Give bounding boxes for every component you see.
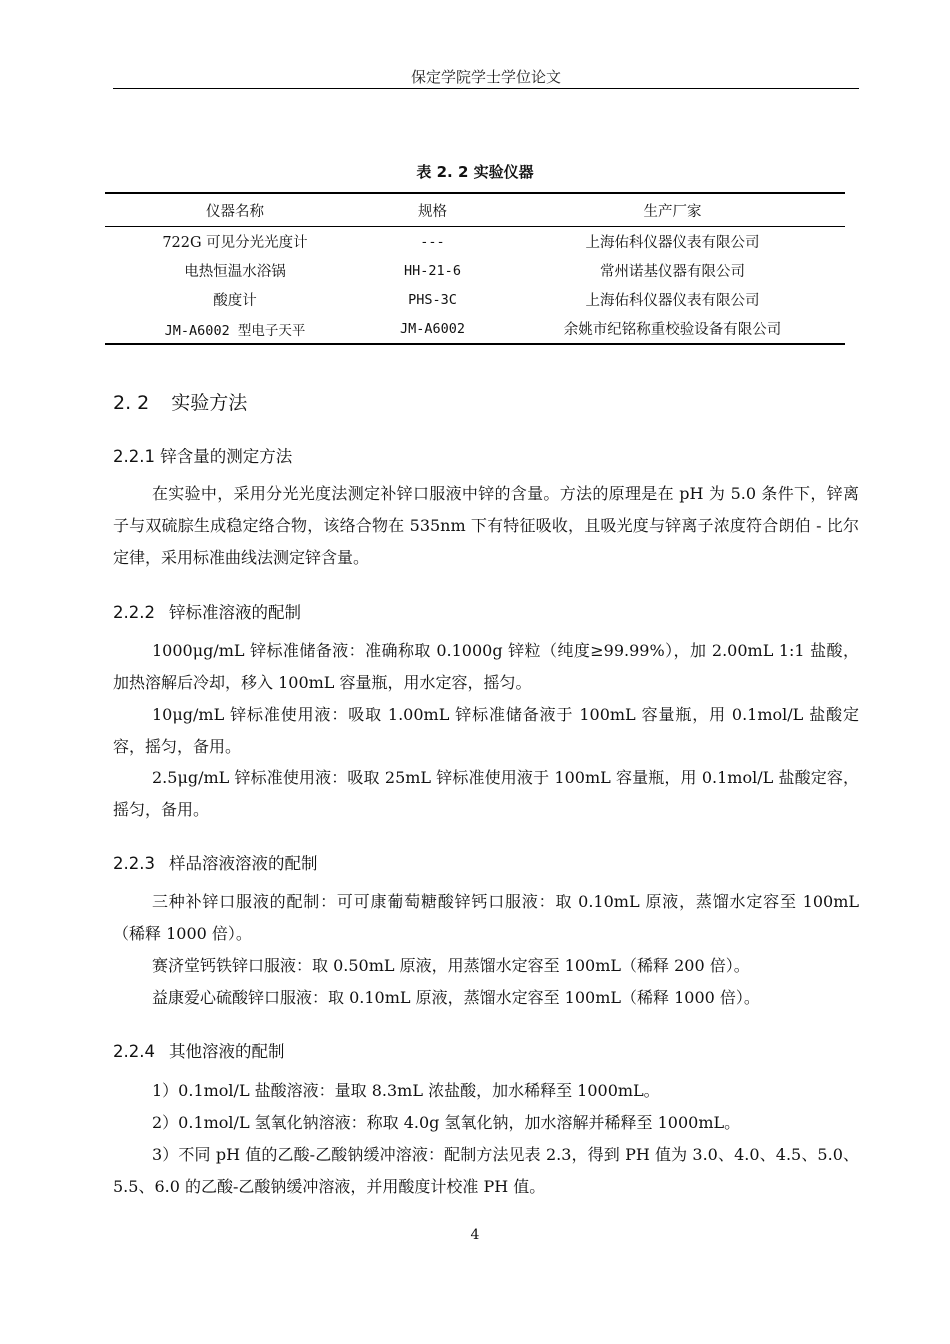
table-cell: 电热恒温水浴锅 <box>184 264 286 280</box>
paragraph: 益康爱心硫酸锌口服液：取 0.10mL 原液，蒸馏水定容至 100mL（稀释 1000 倍）。 <box>152 988 760 1007</box>
paragraph: 2）0.1mol/L 氢氧化钠溶液：称取 4.0g 氢氧化钠，加水溶解并稀释至 1000mL。 <box>152 1113 741 1132</box>
subsection-heading-2-2-1: 2.2.1 锌含量的测定方法 <box>113 447 293 466</box>
paragraph: 赛济堂钙铁锌口服液：取 0.50mL 原液，用蒸馏水定容至 100mL（稀释 200 倍）。 <box>152 956 750 975</box>
paragraph: 2.5μg/mL 锌标准使用液：吸取 25mL 锌标准使用液于 100mL 容量瓶，用 0.1mol/L 盐酸定容，摇匀，备用。 <box>113 768 859 819</box>
section-number: 2. 2 <box>113 392 150 414</box>
subsection-title: 样品溶液溶液的配制 <box>168 854 318 873</box>
section-heading <box>113 388 247 415</box>
table-caption: 表 2. 2 实验仪器 <box>416 163 534 181</box>
paragraph: 10μg/mL 锌标准使用液：吸取 1.00mL 锌标准储备液于 100mL 容量瓶，用 0.1mol/L 盐酸定容，摇匀，备用。 <box>113 705 859 756</box>
subsection-heading-2-2-4 <box>113 1038 284 1062</box>
subsection-heading-2-2-2 <box>113 599 301 623</box>
section-title: 实验方法 <box>171 392 248 414</box>
table-cell: JM-A6002 型电子天平 <box>105 314 365 344</box>
table-row <box>105 285 845 314</box>
subsection-number: 2.2.2 <box>113 603 155 622</box>
table-cell: 常州诺基仪器有限公司 <box>600 264 745 280</box>
column-header: 生产厂家 <box>500 193 845 227</box>
table-cell: 上海佑科仪器仪表有限公司 <box>585 293 760 309</box>
table-cell: 722G 可见分光光度计 <box>162 235 308 251</box>
table-cell: JM-A6002 <box>365 314 500 344</box>
paragraph: 1000μg/mL 锌标准储备液：准确称取 0.1000g 锌粒（纯度≥99.99%），加 2.00mL 1:1 盐酸，加热溶解后冷却，移入 100mL 容量瓶，用水定容，摇匀。 <box>113 641 859 692</box>
table-row <box>105 227 845 257</box>
subsection-number: 2.2.4 <box>113 1042 155 1061</box>
table-cell: 酸度计 <box>213 293 257 309</box>
table-header-row <box>105 193 845 227</box>
column-header: 规格 <box>365 193 500 227</box>
instrument-table <box>105 192 845 345</box>
column-header: 仪器名称 <box>105 193 365 227</box>
paragraph: 3）不同 pH 值的乙酸-乙酸钠缓冲溶液：配制方法见表 2.3，得到 PH 值为 3.0、4.0、4.5、5.0、5.5、6.0 的乙酸-乙酸钠缓冲溶液，并用酸度计校准 PH 值。 <box>113 1145 859 1196</box>
table-cell: HH-21-6 <box>404 262 461 279</box>
paragraph: 1）0.1mol/L 盐酸溶液：量取 8.3mL 浓盐酸，加水稀释至 1000mL。 <box>152 1081 660 1100</box>
subsection-number: 2.2.3 <box>113 854 155 873</box>
table-cell: PHS-3C <box>408 291 457 308</box>
paragraph: 在实验中，采用分光光度法测定补锌口服液中锌的含量。方法的原理是在 pH 为 5.0 条件下，锌离子与双硫腙生成稳定络合物，该络合物在 535nm 下有特征吸收，且吸光度与锌离子浓度符合朗伯 - 比尔定律，采用标准曲线法测定锌含量。 <box>113 484 859 567</box>
header-rule <box>113 88 859 89</box>
table-row <box>105 314 845 344</box>
table-cell: 上海佑科仪器仪表有限公司 <box>585 235 760 251</box>
subsection-heading-2-2-3 <box>113 850 317 874</box>
table-cell: --- <box>420 233 445 250</box>
page-number: 4 <box>470 1227 480 1243</box>
running-header: 保定学院学士学位论文 <box>410 68 561 86</box>
paragraph: 三种补锌口服液的配制：可可康葡萄糖酸锌钙口服液：取 0.10mL 原液，蒸馏水定容至 100mL（稀释 1000 倍）。 <box>113 892 859 943</box>
subsection-title: 其他溶液的配制 <box>168 1042 285 1061</box>
subsection-title: 锌标准溶液的配制 <box>168 603 301 622</box>
table-cell: 余姚市纪铭称重校验设备有限公司 <box>500 314 845 344</box>
table-row <box>105 256 845 285</box>
